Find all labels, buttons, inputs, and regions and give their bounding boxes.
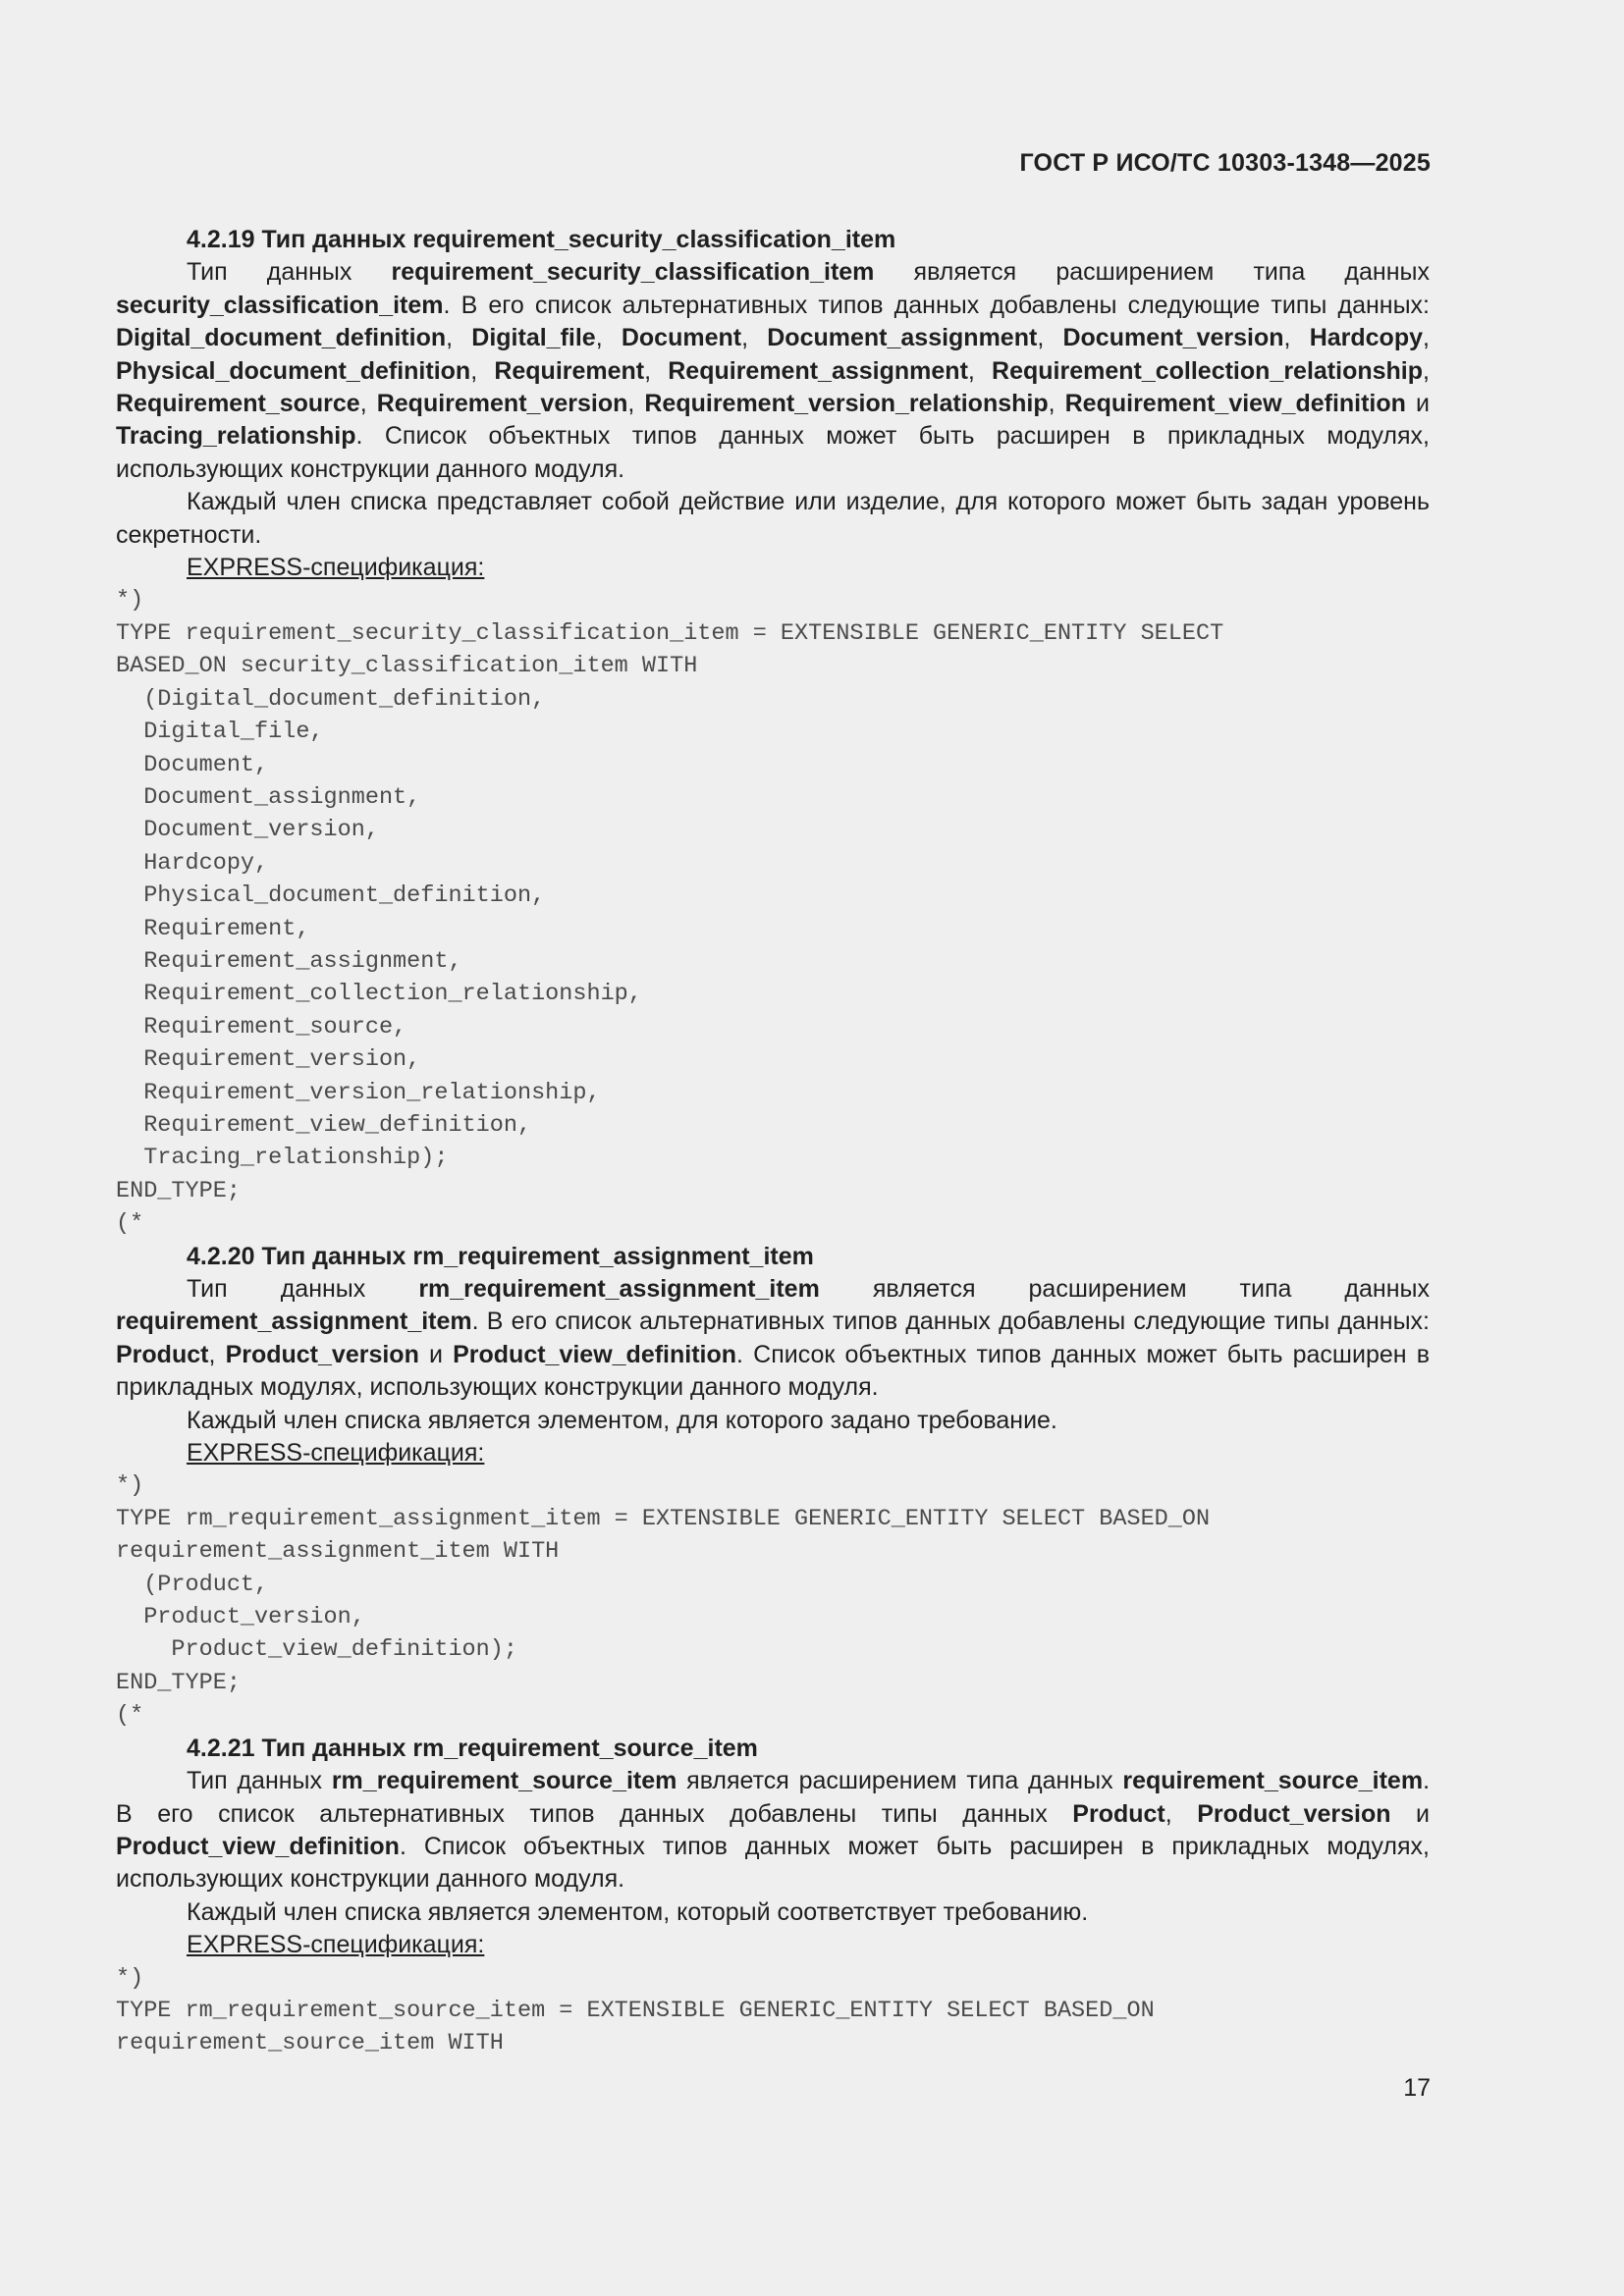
type-name-term: Requirement_version xyxy=(376,390,628,418)
type-name-term: Physical_document_definition xyxy=(116,356,471,385)
text-run: и xyxy=(1390,1799,1430,1828)
type-name-term: Requirement_assignment xyxy=(668,356,968,385)
text-run: , xyxy=(595,324,622,352)
text-run: и xyxy=(1405,390,1430,418)
text-run: , xyxy=(644,356,669,385)
text-run: , xyxy=(470,356,495,385)
type-name-term: Digital_document_definition xyxy=(116,324,447,352)
section-heading: 4.2.19 Тип данных requirement_security_classification_item xyxy=(187,226,896,253)
type-name-term: Document xyxy=(621,324,742,352)
text-run: . Список объектных типов данных может быть расширен в прикладных модулях, использующих конструкции данного модуля. xyxy=(116,1340,1430,1402)
text-run: является расширением типа данных xyxy=(874,258,1430,287)
type-name-term: Requirement_collection_relationship xyxy=(992,356,1424,385)
text-run: является расширением типа данных xyxy=(677,1767,1123,1795)
type-name-term: Hardcopy xyxy=(1309,324,1423,352)
body-paragraph: Каждый член списка является элементом, который соответствует требованию. xyxy=(187,1897,1089,1926)
type-name-term: Product_version xyxy=(225,1340,419,1368)
text-run: . В его список альтернативных типов данных добавлены следующие типы данных: xyxy=(443,291,1430,319)
text-run: . В его список альтернативных типов данных добавлены следующие типы данных: xyxy=(471,1308,1430,1336)
type-name-term: rm_requirement_assignment_item xyxy=(418,1275,820,1303)
type-name-term: requirement_source_item xyxy=(1122,1767,1424,1795)
type-name-term: Requirement xyxy=(494,356,645,385)
type-name-term: Requirement_version_relationship xyxy=(644,390,1049,418)
type-name-term: Document_version xyxy=(1062,324,1284,352)
type-name-term: Product_view_definition xyxy=(453,1340,737,1368)
express-spec-label: EXPRESS-спецификация: xyxy=(187,554,485,582)
type-name-term: Product_view_definition xyxy=(116,1832,400,1860)
type-name-term: Product_version xyxy=(1197,1799,1391,1828)
type-name-term: Tracing_relationship xyxy=(116,422,356,451)
text-run: , xyxy=(446,324,472,352)
text-run: , xyxy=(1037,324,1063,352)
type-name-term: Requirement_view_definition xyxy=(1064,390,1406,418)
text-run: . Список объектных типов данных может быть расширен в прикладных модулях, использующих конструкции данного модуля. xyxy=(116,1832,1430,1894)
text-run: , xyxy=(1164,1799,1198,1828)
express-code-block: *) TYPE rm_requirement_assignment_item = EXTENSIBLE GENERIC_ENTITY SELECT BASED_ON requirement_assignment_item WITH (Product, Product_version, Product_view_definition); END_TYPE; (* xyxy=(116,1472,1211,1730)
section-heading: 4.2.21 Тип данных rm_requirement_source_item xyxy=(187,1734,758,1762)
section-4-2-19 xyxy=(116,224,1430,1241)
type-name-term: Document_assignment xyxy=(767,324,1038,352)
type-name-term: Requirement_source xyxy=(116,390,360,418)
text-run: , xyxy=(741,324,768,352)
document-number-header: ГОСТ Р ИСО/ТС 10303-1348—2025 xyxy=(1019,149,1431,177)
express-spec-label: EXPRESS-спецификация: xyxy=(187,1931,485,1959)
text-run: Тип данных xyxy=(187,1275,419,1303)
type-name-term: rm_requirement_source_item xyxy=(331,1767,677,1795)
express-code-block: *) TYPE requirement_security_classification_item = EXTENSIBLE GENERIC_ENTITY SELECT BASED_ON security_classification_item WITH (Digital_document_definition, Digital_file, Document, Document_assignment, Document_version, Hardcopy, Physical_document_definition, Requirement, Requirement_assignment, Requirement_collection_relationship, Requirement_source, Requirement_version, Requirement_version_relationship, Requirement_view_definition, Tracing_relationship); END_TYPE; (* xyxy=(116,587,1224,1238)
text-run: , xyxy=(1423,324,1430,352)
type-name-term: security_classification_item xyxy=(116,291,444,319)
section-4-2-21 xyxy=(116,1733,1430,2060)
body-paragraph: Каждый член списка представляет собой действие или изделие, для которого может быть задан уровень секретности. xyxy=(116,488,1430,549)
type-name-term: Product xyxy=(1072,1799,1165,1828)
text-run: , xyxy=(967,356,993,385)
type-name-term: Digital_file xyxy=(471,324,596,352)
body-paragraph: Каждый член списка является элементом, для которого задано требование. xyxy=(187,1406,1057,1434)
text-run: , xyxy=(1283,324,1310,352)
text-run: Тип данных xyxy=(187,258,392,287)
text-run: , xyxy=(359,390,377,418)
text-run: и xyxy=(418,1340,454,1368)
section-heading: 4.2.20 Тип данных rm_requirement_assignment_item xyxy=(187,1242,814,1270)
text-run: , xyxy=(1423,356,1430,385)
text-run: Тип данных xyxy=(187,1767,332,1795)
text-run: . Список объектных типов данных может быть расширен в прикладных модулях, использующих конструкции данного модуля. xyxy=(116,422,1430,483)
text-run: . В его список альтернативных типов данных добавлены типы данных xyxy=(116,1767,1431,1828)
page-content xyxy=(116,224,1430,2060)
express-code-block: *) TYPE rm_requirement_source_item = EXTENSIBLE GENERIC_ENTITY SELECT BASED_ON requirement_source_item WITH xyxy=(116,1964,1155,2057)
express-spec-label: EXPRESS-спецификация: xyxy=(187,1439,485,1468)
text-run: , xyxy=(627,390,645,418)
type-name-term: requirement_assignment_item xyxy=(116,1308,472,1336)
type-name-term: requirement_security_classification_item xyxy=(391,258,875,287)
section-4-2-20 xyxy=(116,1241,1430,1733)
body-paragraph xyxy=(116,256,1430,486)
text-run: , xyxy=(208,1340,226,1368)
body-paragraph xyxy=(116,1765,1430,1896)
text-run: является расширением типа данных xyxy=(819,1275,1430,1303)
body-paragraph xyxy=(116,1273,1430,1405)
text-run: , xyxy=(1048,390,1065,418)
page-number: 17 xyxy=(1403,2074,1431,2102)
type-name-term: Product xyxy=(116,1340,209,1368)
